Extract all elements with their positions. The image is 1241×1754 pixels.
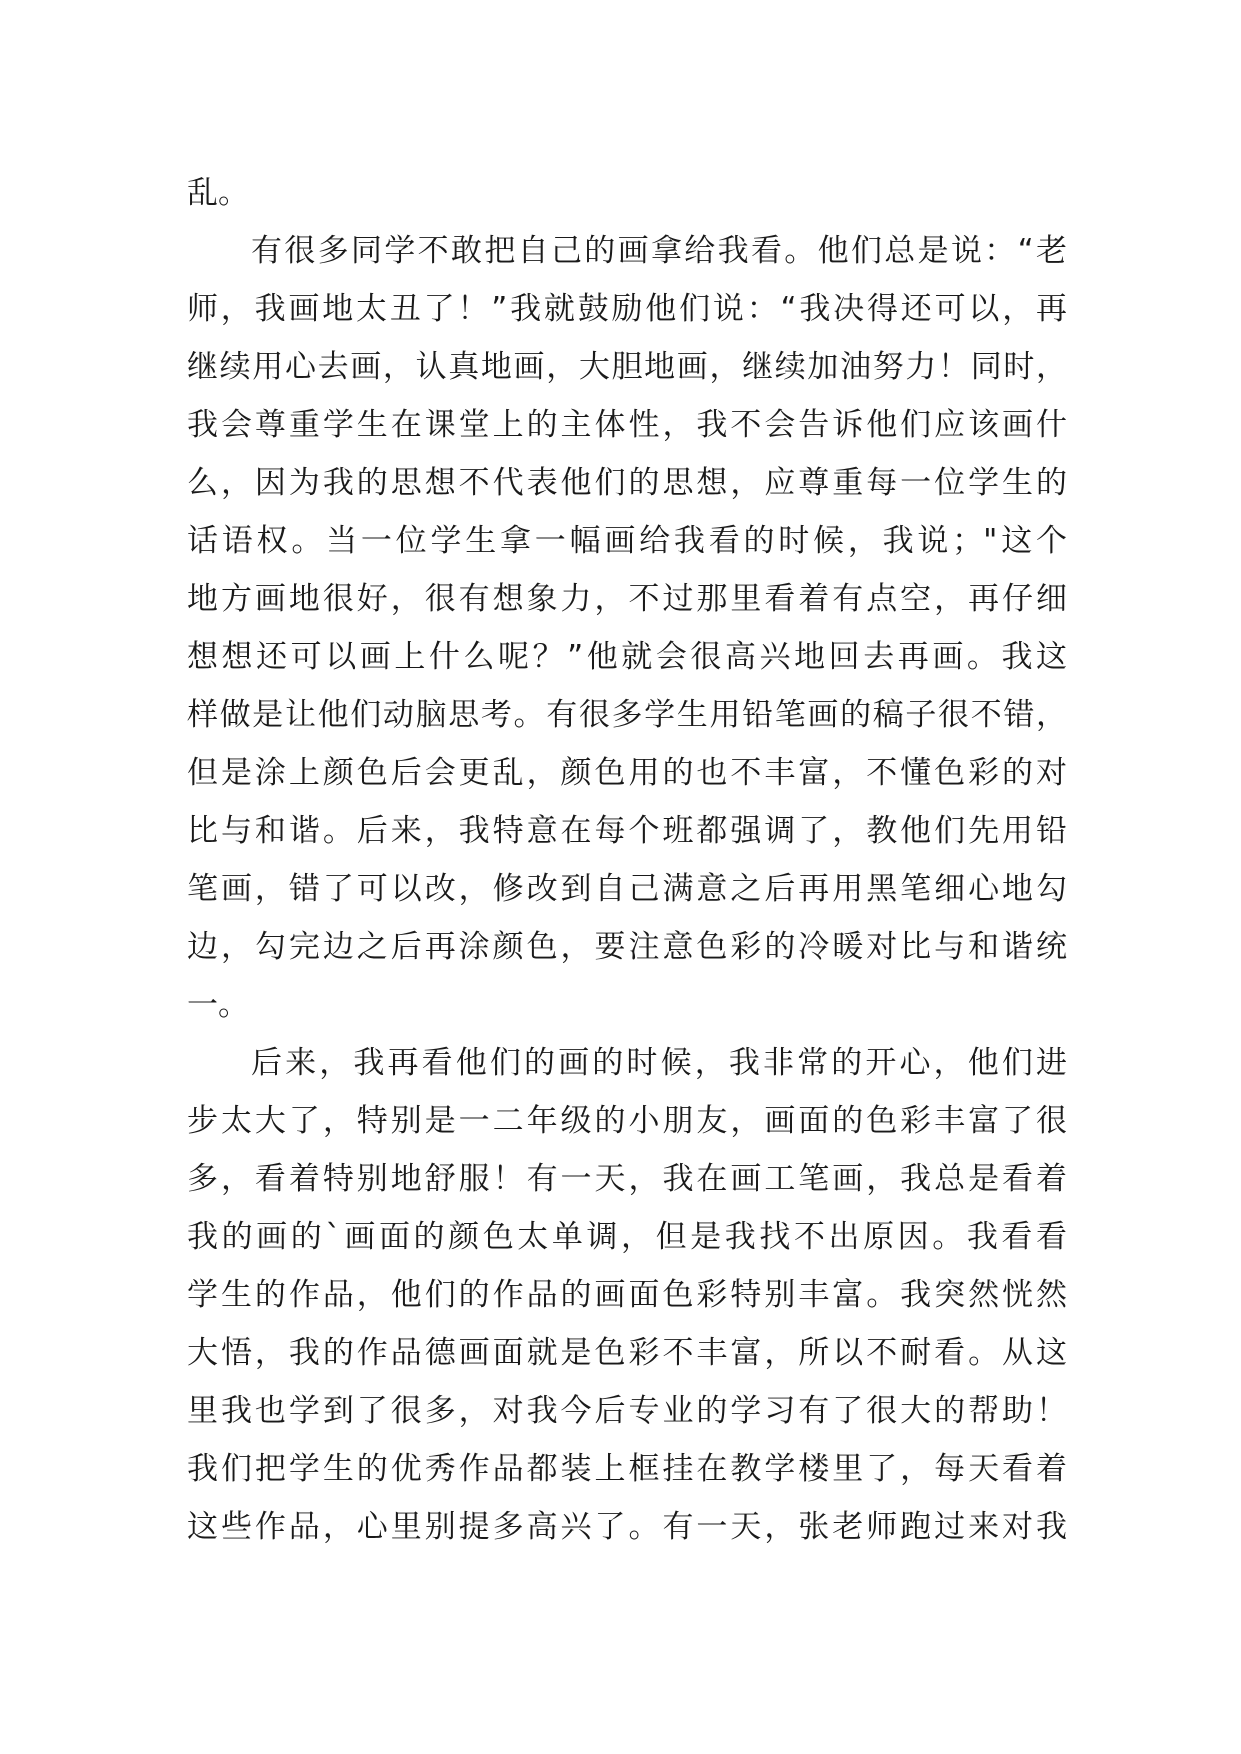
- text-line: 继续用心去画，认真地画，大胆地画，继续加油努力！同时，: [187, 349, 1067, 385]
- text-line: 大悟，我的作品德画面就是色彩不丰富，所以不耐看。从这: [187, 1335, 1067, 1371]
- text-line: 我们把学生的优秀作品都装上框挂在教学楼里了，每天看着: [187, 1451, 1067, 1487]
- text-line: 么，因为我的思想不代表他们的思想，应尊重每一位学生的: [187, 465, 1067, 501]
- text-line: 但是涂上颜色后会更乱，颜色用的也不丰富，不懂色彩的对: [187, 755, 1067, 791]
- text-line: 步太大了，特别是一二年级的小朋友，画面的色彩丰富了很: [187, 1103, 1067, 1139]
- text-line: 我会尊重学生在课堂上的主体性，我不会告诉他们应该画什: [187, 407, 1067, 443]
- text-line: 这些作品，心里别提多高兴了。有一天，张老师跑过来对我: [187, 1509, 1067, 1545]
- text-line: 里我也学到了很多，对我今后专业的学习有了很大的帮助！: [187, 1393, 1067, 1429]
- text-line: 后来，我再看他们的画的时候，我非常的开心，他们进: [251, 1045, 1067, 1081]
- text-line: 我的画的`画面的颜色太单调，但是我找不出原因。我看看: [187, 1219, 1067, 1255]
- text-line: 边，勾完边之后再涂颜色，要注意色彩的冷暖对比与和谐统: [187, 929, 1067, 965]
- text-line: 师，我画地太丑了！”我就鼓励他们说：“我决得还可以，再: [187, 291, 1067, 327]
- text-line: 话语权。当一位学生拿一幅画给我看的时候，我说；"这个: [187, 523, 1067, 559]
- text-line: 一。: [187, 987, 249, 1023]
- text-line: 笔画，错了可以改，修改到自己满意之后再用黑笔细心地勾: [187, 871, 1067, 907]
- text-line: 比与和谐。后来，我特意在每个班都强调了，教他们先用铅: [187, 813, 1067, 849]
- text-line: 有很多同学不敢把自己的画拿给我看。他们总是说：“老: [251, 233, 1067, 269]
- text-line: 学生的作品，他们的作品的画面色彩特别丰富。我突然恍然: [187, 1277, 1067, 1313]
- text-line: 乱。: [187, 175, 249, 211]
- body-text: [187, 164, 1067, 1556]
- text-line: 想想还可以画上什么呢？”他就会很高兴地回去再画。我这: [187, 639, 1067, 675]
- text-line: 样做是让他们动脑思考。有很多学生用铅笔画的稿子很不错，: [187, 697, 1067, 733]
- text-line: 多，看着特别地舒服！有一天，我在画工笔画，我总是看着: [187, 1161, 1067, 1197]
- text-line: 地方画地很好，很有想象力，不过那里看着有点空，再仔细: [187, 581, 1067, 617]
